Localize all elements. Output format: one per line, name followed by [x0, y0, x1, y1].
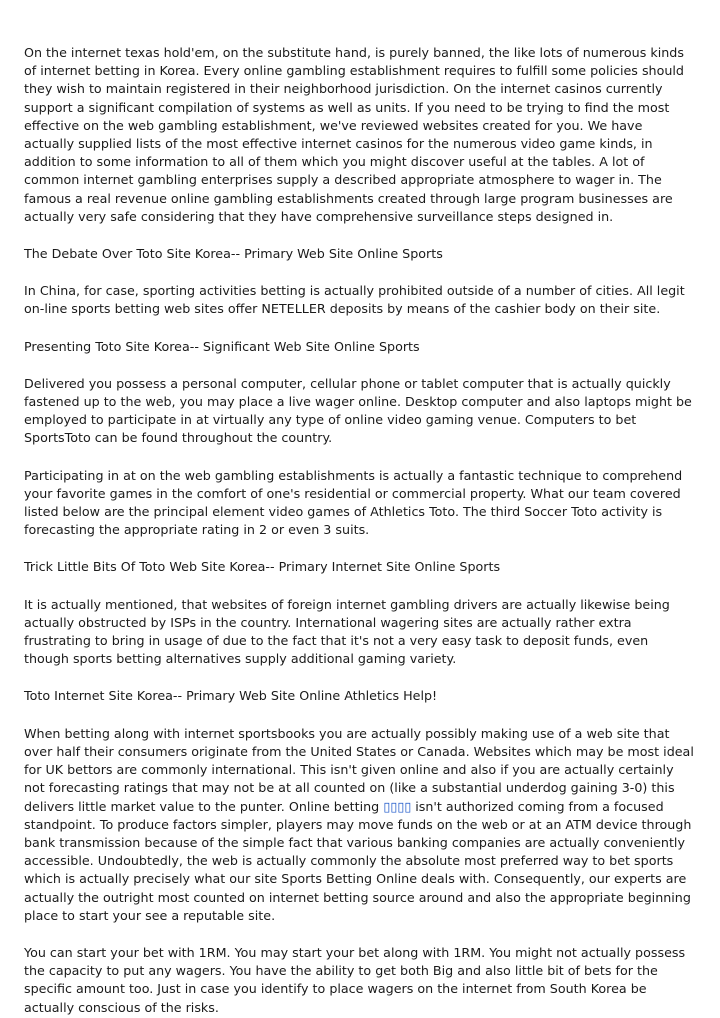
- paragraph-participating: Participating in at on the web gambling establishments is actually a fantastic technique to comprehend your favorite games in the comfort of one's residential or commercial property. What our team covered listed below are the principal element video games of Athletics Toto. The third Soccer Toto activity is forecasting the appropriate rating in 2 or even 3 suits.: [24, 467, 683, 538]
- paragraph-sportsbooks-text-after: isn't authorized coming from a focused standpoint. To produce factors simpler, players may move funds on the web or at an ATM device through bank transmission because of the simple fact that various banking companies are actually conveniently accessible. Undoubtedly, the web is actually commonly the absolute most preferred way to bet sports which is actually precisely what our site Sports Betting Online deals with. Consequently, our experts are actually the outright most counted on internet betting source around and also the appropriate beginning place to start your see a reputable site.: [24, 798, 692, 923]
- section-heading-presenting: Presenting Toto Site Korea-- Significant Web Site Online Sports: [24, 338, 420, 354]
- section-heading-trick: Trick Little Bits Of Toto Web Site Korea-- Primary Internet Site Online Sports: [24, 559, 501, 575]
- paragraph-isps: It is actually mentioned, that websites of foreign internet gambling drivers are actually likewise being actually obstructed by ISPs in the country. International wagering sites are actually rather extra frustrating to bring in usage of due to the fact that it's not a very easy task to deposit funds, even though sports betting alternatives supply additional gaming variety.: [24, 596, 670, 667]
- section-heading-help: Toto Internet Site Korea-- Primary Web Site Online Athletics Help!: [24, 688, 438, 704]
- paragraph-china: In China, for case, sporting activities betting is actually prohibited outside of a number of cities. All legit on-line sports betting web sites offer NETELLER deposits by means of the cashier body on their site.: [24, 283, 685, 317]
- paragraph-sportsbooks: [24, 725, 696, 925]
- inline-link-korean[interactable]: ▯▯▯▯: [383, 798, 412, 814]
- paragraph-devices: Delivered you possess a personal computer, cellular phone or tablet computer that is actually quickly fastened up to the web, you may place a live wager online. Desktop computer and also laptops might be employed to participate in at virtually any type of online video gaming venue. Computers to bet SportsToto can be found throughout the country.: [24, 375, 692, 446]
- section-heading-debate: The Debate Over Toto Site Korea-- Primary Web Site Online Sports: [24, 246, 443, 262]
- paragraph-start-bet: You can start your bet with 1RM. You may start your bet along with 1RM. You might not actually possess the capacity to put any wagers. You have the ability to get both Big and also little bit of bets for the specific amount too. Just in case you identify to place wagers on the internet from South Korea be actually conscious of the risks.: [24, 944, 686, 1015]
- paragraph-intro: On the internet texas hold'em, on the substitute hand, is purely banned, the like lots of numerous kinds of internet betting in Korea. Every online gambling establishment requires to fulfill some policies should they wish to maintain registered in their neighborhood jurisdiction. On the internet casinos currently support a significant compilation of systems as well as units. If you need to be trying to find the most effective on the web gambling establishment, we've reviewed websites created for you. We have actually supplied lists of the most effective internet casinos for the numerous video game kinds, in addition to some information to all of them which you might discover useful at the tables. A lot of common internet gambling enterprises supply a described appropriate atmosphere to wager in. The famous a real revenue online gambling establishments created through large program businesses are actually very safe considering that they have comprehensive surveillance steps designed in.: [24, 45, 684, 224]
- paragraph-sportsbooks-text-before: When betting along with internet sportsbooks you are actually possibly making use of a web site that over half their consumers originate from the United States or Canada. Websites which may be most ideal for UK bettors are commonly international. This isn't given online and also if you are actually certainly not forecasting ratings that may not be at all counted on (like a substantial underdog gaining 3-0) this delivers little market value to the punter. Online betting: [24, 725, 694, 814]
